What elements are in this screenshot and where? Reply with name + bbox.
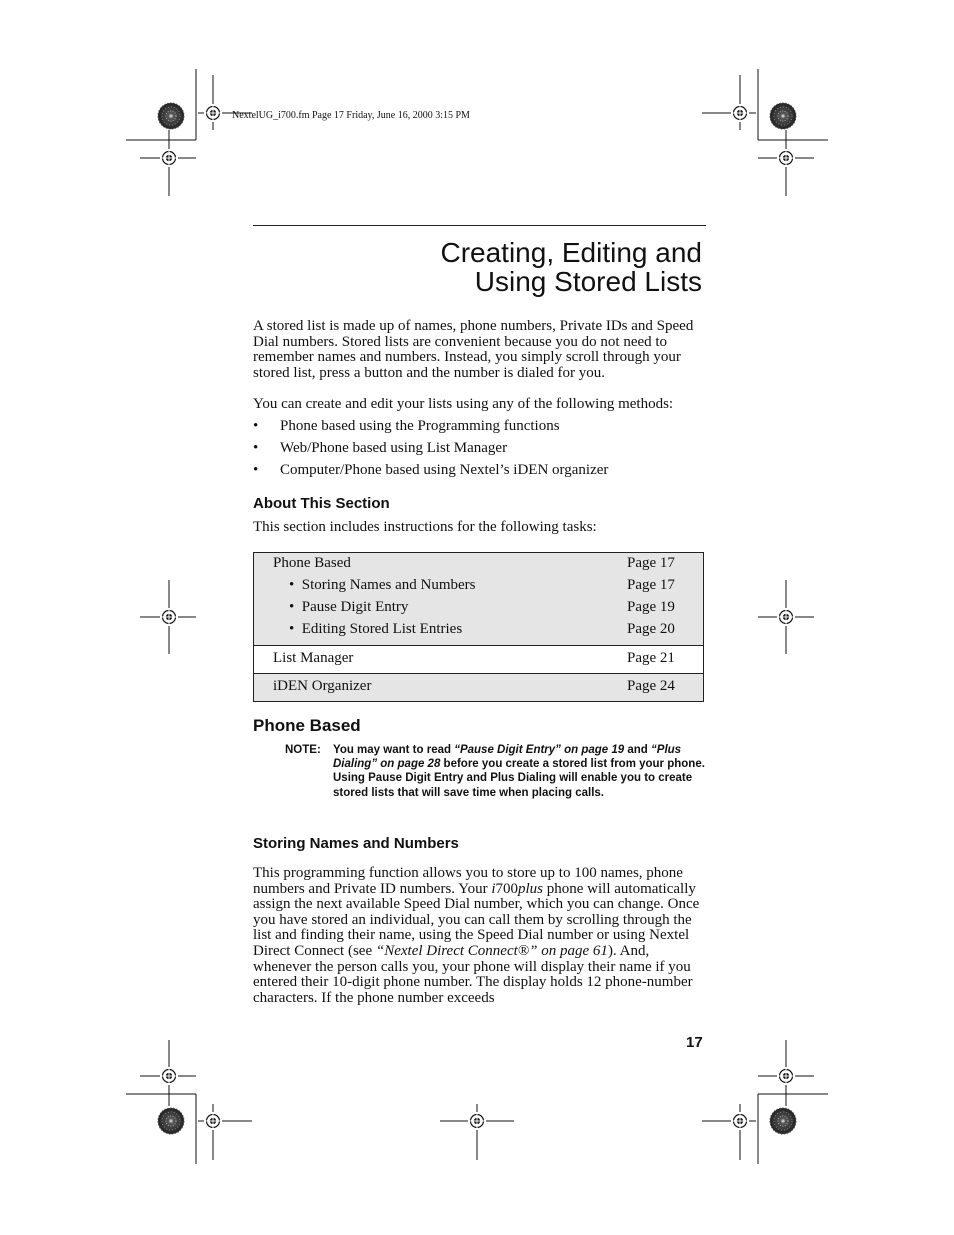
- table-group-phone-based: [254, 553, 703, 646]
- task-label: Phone Based: [273, 555, 351, 571]
- bullet-icon: •: [289, 621, 295, 637]
- method-item: • Phone based using the Programming functions: [253, 418, 560, 434]
- cross-reference: “Nextel Direct Connect®” on page 61: [375, 942, 608, 959]
- table-group-list-manager: [254, 646, 703, 674]
- bullet-icon: •: [253, 462, 259, 478]
- bullet-icon: •: [253, 440, 259, 456]
- title-rule: [253, 225, 706, 226]
- task-label: Storing Names and Numbers: [301, 577, 476, 593]
- bullet-icon: •: [289, 577, 295, 593]
- tasks-lead: This section includes instructions for the following tasks:: [253, 519, 597, 535]
- task-page: Page 17: [627, 555, 675, 571]
- methods-lead: You can create and edit your lists using any of the following methods:: [253, 396, 674, 412]
- task-page: Page 19: [627, 599, 675, 615]
- page-title-line-2: Using Stored Lists: [474, 266, 702, 297]
- bullet-icon: •: [253, 418, 259, 434]
- method-item: • Computer/Phone based using Nextel’s iDEN organizer: [253, 462, 609, 478]
- table-row: [254, 619, 703, 641]
- intro-paragraph: A stored list is made up of names, phone numbers, Private IDs and Speed Dial numbers. Stored lists are convenient because you do not need to remember names and numbers. Instead, you simply scroll through your stored list, press a button and the number is dialed for you.: [253, 318, 694, 381]
- page-title-line-1: Creating, Editing and: [440, 237, 702, 268]
- cross-reference: “Plus Dialing” on page 28: [333, 744, 682, 771]
- table-row: [254, 648, 703, 670]
- table-row: [254, 676, 703, 698]
- note-body: You may want to read “Pause Digit Entry” on page 19 and “Plus Dialing” on page 28 before you create a stored list from your phone. Using Pause Digit Entry and Plus Dialing will enable you to create stored lists that will save time when placing calls.: [333, 744, 705, 799]
- table-row: [254, 597, 703, 619]
- phone-based-heading: Phone Based: [253, 716, 361, 735]
- task-page: Page 21: [627, 650, 675, 666]
- file-info-header: NextelUG_i700.fm Page 17 Friday, June 16, 2000 3:15 PM: [232, 110, 470, 121]
- storing-paragraph: This programming function allows you to store up to 100 names, phone numbers and Private ID numbers. Your i700plus phone will automatically assign the next available Speed Dial number, which you can change. Once you have stored an individual, you can call them by scrolling through the list and finding their name, using the Speed Dial number or using Nextel Direct Connect (see “Nextel Direct Connect®” on page 61). And, whenever the person calls you, your phone will display their name if you entered their 10-digit phone number. The display holds 12 phone-number characters. If the phone number exceeds: [253, 865, 700, 1006]
- method-item: • Web/Phone based using List Manager: [253, 440, 508, 456]
- task-page: Page 20: [627, 621, 675, 637]
- model-number: 700: [495, 880, 518, 897]
- task-page: Page 17: [627, 577, 675, 593]
- storing-heading: Storing Names and Numbers: [253, 835, 459, 852]
- task-page: Page 24: [627, 678, 675, 694]
- table-group-iden-organizer: [254, 674, 703, 701]
- model-suffix: plus: [517, 880, 543, 897]
- table-row: [254, 553, 703, 575]
- page-title: [440, 238, 702, 296]
- table-row: [254, 575, 703, 597]
- cross-reference: “Pause Digit Entry” on page 19: [454, 744, 625, 756]
- model-prefix: i: [491, 880, 496, 897]
- about-section-heading: About This Section: [253, 495, 390, 512]
- note-label: NOTE:: [285, 744, 321, 756]
- task-label: List Manager: [273, 650, 354, 666]
- bullet-icon: •: [289, 599, 295, 615]
- task-label: Editing Stored List Entries: [301, 621, 463, 637]
- tasks-table: [253, 552, 704, 702]
- task-label: iDEN Organizer: [273, 678, 372, 694]
- task-label: Pause Digit Entry: [301, 599, 409, 615]
- note-block: [285, 743, 705, 800]
- page-number: 17: [686, 1034, 703, 1051]
